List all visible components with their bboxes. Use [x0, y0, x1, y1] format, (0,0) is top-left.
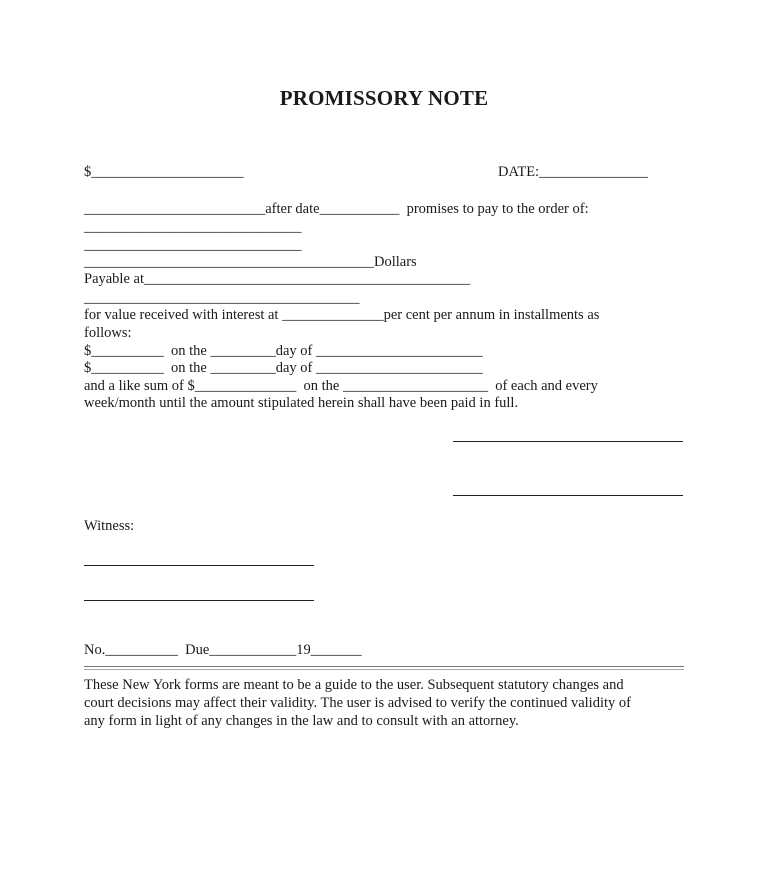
interest-line: for value received with interest at ______________per cent per annum in installments as	[84, 307, 600, 323]
disclaimer	[84, 676, 684, 730]
installment-line-1: $__________ on the _________day of _______________________	[84, 343, 483, 359]
like-sum-line: and a like sum of $______________ on the ____________________ of each and every	[84, 378, 598, 394]
after-date-line: _________________________after date___________ promises to pay to the order of:	[84, 201, 589, 217]
disclaimer-line: These New York forms are meant to be a guide to the user. Subsequent statutory changes and	[84, 677, 624, 693]
witness-line-1	[84, 565, 314, 566]
separator-rule	[84, 666, 684, 667]
payable-at-line: Payable at_____________________________________________	[84, 271, 471, 287]
follows-line: follows:	[84, 325, 132, 341]
payee-line-2: ______________________________	[84, 237, 302, 253]
signature-line-1	[453, 441, 683, 442]
witness-label: Witness:	[84, 518, 135, 534]
until-paid-line: week/month until the amount stipulated herein shall have been paid in full.	[84, 395, 519, 411]
separator-rule-shadow	[84, 669, 684, 670]
payee-line-1: ______________________________	[84, 219, 302, 235]
note-number-due-line: No.__________ Due____________19_______	[84, 642, 362, 658]
installment-line-2: $__________ on the _________day of _______________________	[84, 360, 483, 376]
disclaimer-line: court decisions may affect their validity. The user is advised to verify the continued validity of	[84, 695, 631, 711]
disclaimer-line: any form in light of any changes in the law and to consult with an attorney.	[84, 713, 519, 729]
page-title: PROMISSORY NOTE	[279, 86, 489, 110]
signature-line-2	[453, 495, 683, 496]
dollars-line: ________________________________________Dollars	[84, 254, 417, 270]
witness-line-2	[84, 600, 314, 601]
date-field: DATE:_______________	[498, 164, 648, 180]
amount-field: $_____________________	[84, 164, 244, 180]
for-value-blank: ______________________________________	[84, 290, 360, 306]
